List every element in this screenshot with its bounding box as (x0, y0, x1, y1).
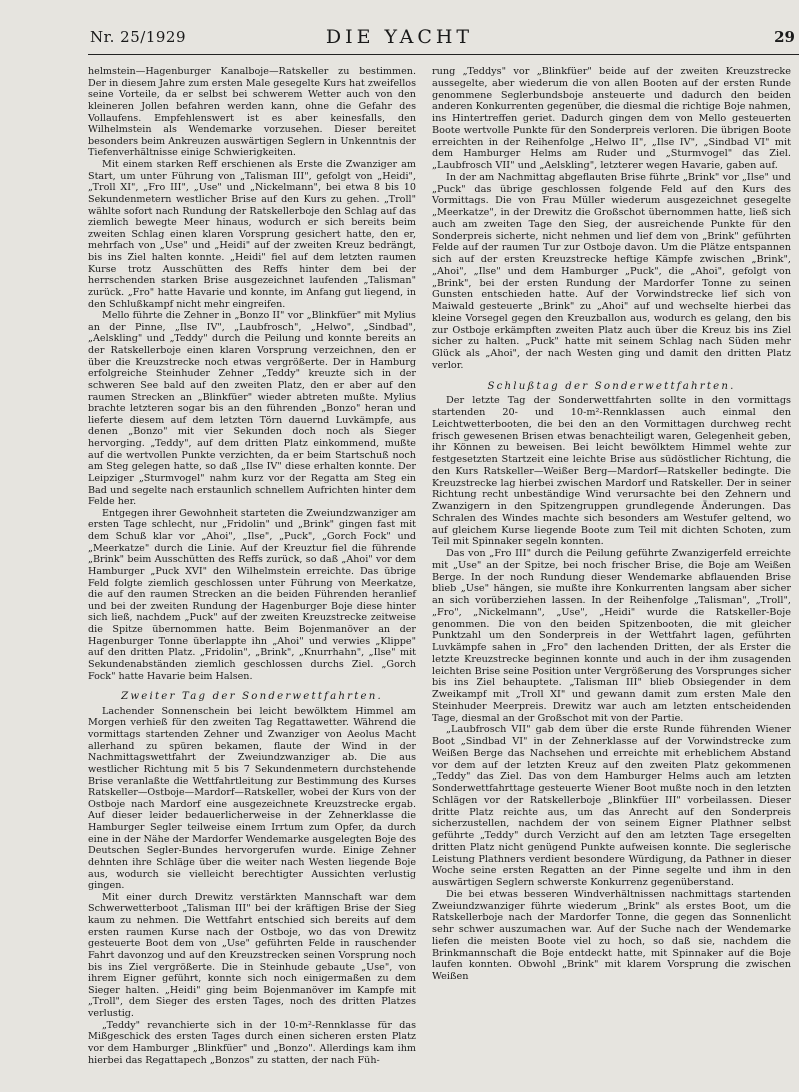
section-heading: Zweiter Tag der Sonderwettfahrten. (121, 691, 383, 703)
paragraph: Mit einer durch Drewitz verstärkten Mannschaft war dem Schwerwetterboot „Talisman III" bei der kräftigen Brise der Sieg kaum zu nehmen. Die Wettfahrt entschied sich bereits auf dem ersten raumen Kurse nach der Ostboje, wo das von Drewitz gesteuerte Boot dem von „Use" geführten Felde in rauschender Fahrt davonzog und auf den Kreuzstrecken seinen Vorsprung noch bis ins Ziel vergrößerte. Die in Steinhude gebaute „Use", von ihrem Eigner geführt, konnte sich noch einigermaßen zu dem Sieger halten. „Heidi" ging beim Bojenmanöver im Kampfe mit „Troll", dem Sieger des ersten Tages, noch des dritten Platzes verlustig. (88, 891, 416, 1019)
header-rule (88, 54, 799, 55)
left-column (88, 66, 416, 1066)
paragraph: Der letzte Tag der Sonderwettfahrten sollte in den vormittags startenden 20- und 10-m²-Rennklassen auch einmal den Leichtwetterbooten, die bei den an den Vormittagen durchweg recht frisch gewesenen Brisen etwas benachteiligt waren, Gelegenheit geben, ihr Können zu beweisen. Bei leicht bewölktem Himmel wehte zur festgesetzten Startzeit eine leichte Brise aus südöstlicher Richtung, die den Kurs Ratskeller—Weißer Berg—Mardorf—Ratskeller bedingte. Die Kreuzstrecke lag hierbei zwischen Mardorf und Ratskeller. Der in seiner Richtung recht unbeständige Wind verursachte bei den Zehnern und Zwanzigern in den Spitzengruppen grundlegende Änderungen. Das Schralen des Windes machte sich besonders am Westufer geltend, wo auf gleichem Kurse liegende Boote zum Teil mit dichten Schoten, zum Teil mit Spinnaker segeln konnten. (432, 395, 791, 548)
right-column (432, 66, 791, 983)
issue-number: Nr. 25/1929 (90, 28, 186, 46)
magazine-title: DIE YACHT (325, 26, 474, 48)
paragraph: Die bei etwas besseren Windverhältnissen nachmittags startenden Zweiundzwanziger führte wiederum „Brink" als erstes Boot, um die Ratskellerboje nach der Mardorfer Tonne, die gegen das Sonnenlicht sehr schwer auszumachen war. Auf der Suche nach der Wendemarke liefen die meisten Boote viel zu hoch, so daß sie, nachdem die Brinkmannschaft die Boje entdeckt hatte, mit Spinnaker auf die Boje laufen konnten. Obwohl „Brink" mit klarem Vorsprung die zwischen Weißen (432, 888, 791, 982)
paragraph: Das von „Fro III" durch die Peilung geführte Zwanzigerfeld erreichte mit „Use" an der Spitze, bei noch frischer Brise, die Boje am Weißen Berge. In der noch Rundung dieser Wendemarke abflauenden Brise blieb „Use" hängen, sie mußte ihre Konkurrenten langsam aber sicher an sich vorüberziehen lassen. In der Reihenfolge „Talisman", „Troll", „Fro", „Nickelmann", „Use", „Heidi" wurde die Ratskeller-Boje genommen. Die von den beiden Spitzenbooten, die mit gleicher Punktzahl um den Sonderpreis in der Wettfahrt lagen, geführten Luvkämpfe sahen in „Fro" den lachenden Dritten, der als Erster die letzte Kreuzstrecke beginnen konnte und auch in der ihm zusagenden leichten Brise seine Position unter Vergrößerung des Vorsprunges sicher bis ins Ziel behauptete. „Talisman III" blieb Obsiegender in dem Zweikampf mit „Troll XI" und gewann damit zum ersten Male den Steinhuder Meerpreis. Drewitz war auch am letzten entscheidenden Tage, diesmal an der Großschot mit von der Partie. (432, 548, 791, 724)
section-heading: Schlußtag der Sonderwettfahrten. (487, 380, 736, 392)
paragraph: In der am Nachmittag abgeflauten Brise führte „Brink" vor „Ilse" und „Puck" das übrige geschlossen folgende Feld auf den Kurs des Vormittags. Die von Frau Müller wiederum ausgezeichnet gesegelte „Meerkatze", in der Drewitz die Großschot übernommen hatte, ließ sich auch am zweiten Tage den Sieg, der ausreichende Punkte für den Sonderpreis sicherte, nicht nehmen und lief dem von „Brink" geführten Felde auf der raumen Tur zur Ostboje davon. Um die Plätze entspannen sich auf der ersten Kreuzstrecke heftige Kämpfe zwischen „Brink", „Ahoi", „Ilse" und dem Hamburger „Puck", die „Ahoi", gefolgt von „Brink", bei der ersten Rundung der Mardorfer Tonne zu seinen Gunsten entschieden hatte. Auf der Vorwindstrecke lief sich von Maiwald gesteuerte „Brink" zu „Ahoi" auf und wechselte hierbei das kleine Vorsegel gegen den Kreuzballon aus, wodurch es gelang, den bis zur Ostboje erkämpften zweiten Platz auch über die Kreuz bis ins Ziel sicher zu halten. „Puck" hatte mit seinem Schlag nach Süden mehr Glück als „Ahoi", der nach Westen ging und damit den dritten Platz verlor. (432, 171, 791, 371)
paragraph: Entgegen ihrer Gewohnheit starteten die Zweiundzwanziger am ersten Tage schlecht, nur „Fridolin" und „Brink" gingen fast mit dem Schuß klar vor „Ahoi", „Ilse", „Puck", „Gorch Fock" und „Meerkatze" durch die Linie. Auf der Kreuztur fiel die führende „Brink" beim Ausschütten des Reffs zurück, so daß „Ahoi" vor dem Hamburger „Puck XVI" den Wilhelmstein erreichte. Das übrige Feld folgte ziemlich geschlossen unter Führung von Meerkatze, die auf den raumen Strecken an die beiden Führenden heranlief und bei der zweiten Rundung der Hagenburger Boje diese hinter sich ließ, nachdem „Puck" auf der zweiten Kreuzstrecke zeitweise die Spitze übernommen hatte. Beim Bojenmanöver an der Hagenburger Tonne überlappte ihn „Ahoi" und verwies „Klippe" auf den dritten Platz. „Fridolin", „Brink", „Knurrhahn", „Ilse" mit Sekundenabständen ziemlich geschlossen durchs Ziel. „Gorch Fock" hatte Havarie beim Halsen. (88, 507, 416, 682)
paragraph: helmstein—Hagenburger Kanalboje—Ratskeller zu bestimmen. Der in diesem Jahre zum ersten Male gesegelte Kurs hat zweifellos seine Vorteile, da er selbst bei schwerem Wetter auch von den kleineren Jollen befahren werden kann, ohne die Gefahr des Vollaufens. Empfehlenswert ist es aber keinesfalls, den Wilhelmstein als Wendemarke vorzusehen. Dieser bereitet besonders beim Ankreuzen auswärtigen Seglern in Unkenntnis der Tiefenverhältnisse einige Schwierigkeiten. (88, 66, 416, 159)
paragraph: Mello führte die Zehner in „Bonzo II" vor „Blinkfüer" mit Mylius an der Pinne, „Ilse IV", „Laubfrosch", „Helwo", „Sindbad", „Aelskling" und „Teddy" durch die Peilung und konnte bereits an der Ratskellerboje einen klaren Vorsprung verzeichnen, den er über die Kreuzstrecke noch etwas vergrößerte. Der in Hamburg erfolgreiche Steinhuder Zehner „Teddy" kreuzte sich in der schweren See bald auf den zweiten Platz, den er aber auf den raumen Strecken an „Blinkfüer" wieder abtreten mußte. Mylius brachte letzteren sogar bis an den führenden „Bonzo" heran und lieferte diesem auf dem letzten Törn dauernd Luvkämpfe, aus denen „Bonzo" mit vier Sekunden doch noch als Sieger hervorging. „Teddy", auf dem dritten Platz einkommend, mußte auf die wertvollen Punkte verzichten, da er beim Startschuß noch am Steg gelegen hatte, so daß „Ilse IV" diese erhalten konnte. Der Leipziger „Sturmvogel" nahm kurz vor der Regatta am Steg ein Bad und segelte nach erstaunlich schnellem Aufrichten hinter dem Felde her. (88, 310, 416, 508)
paragraph: Lachender Sonnenschein bei leicht bewölktem Himmel am Morgen verhieß für den zweiten Tag Regattawetter. Während die vormittags startenden Zehner und Zwanziger von Aeolus Macht allerhand zu spüren bekamen, flaute der Wind in der Nachmittagswettfahrt der Zweiundzwanziger ab. Die aus westlicher Richtung mit 5 bis 7 Sekundenmetern durchstehende Brise veranlaßte die Wettfahrtleitung zur Bestimmung des Kurses Ratskeller—Ostboje—Mardorf—Ratskeller, wobei der Kurs von der Ostboje nach Mardorf eine ausgezeichnete Kreuzstrecke ergab. Auf dieser leider bedauerlicherweise in der Zehnerklasse die Hamburger Segler teilweise einem Irrtum zum Opfer, da durch eine in der Nähe der Mardorfer Wendemarke ausgelegten Boje des Deutschen Segler-Bundes hervorgerufen wurde. Einige Zehner dehnten ihre Schläge über die weiter nach Westen liegende Boje aus, wodurch sie vielleicht berechtigter Aussichten verlustig gingen. (88, 705, 416, 892)
paragraph: „Teddy" revanchierte sich in der 10-m²-Rennklasse für das Mißgeschick des ersten Tages durch einen sicheren ersten Platz vor dem Hamburger „Blinkfüer" und „Bonzo". Allerdings kam ihm hierbei das Regattapech „Bonzos" zu statten, der nach Füh- (88, 1019, 416, 1066)
paragraph: „Laubfrosch VII" gab dem über die erste Runde führenden Wiener Boot „Sindbad VI" in der Zehnerklasse auf der Vorwindstrecke zum Weißen Berge das Nachsehen und erreichte mit erheblichem Abstand vor dem auf der letzten Kreuz auf den zweiten Platz gekommenen „Teddy" das Ziel. Das von dem Hamburger Helms auch am letzten Sonderwettfahrttage gesteuerte Wiener Boot mußte noch in den letzten Schlägen vor der Ratskellerboje „Blinkfüer III" vorbeilassen. Dieser dritte Platz reichte aus, um das Anrecht auf den Sonderpreis sicherzustellen, nachdem der von seinem Eigner Plathner selbst geführte „Teddy" durch Verzicht auf den am letzten Tage ersegelten dritten Platz nicht genügend Punkte aufweisen konnte. Die seglerische Leistung Plathners verdient besondere Würdigung, da Pathner in dieser Woche seine ersten Regatten an der Pinne segelte und ihm in den auswärtigen Seglern schwerste Konkurrenz gegenüberstand. (432, 724, 791, 888)
paragraph: Mit einem starken Reff erschienen als Erste die Zwanziger am Start, um unter Führung von „Talisman III", gefolgt von „Heidi", „Troll XI", „Fro III", „Use" und „Nickelmann", bei etwa 8 bis 10 Sekundenmetern westlicher Brise auf den Kurs zu gehen. „Troll" wählte sofort nach Rundung der Ratskellerboje den Schlag auf das ziemlich bewegte Meer hinaus, wodurch er sich bereits beim zweiten Schlag einen klaren Vorsprung gesichert hatte, den er, mehrfach von „Use" und „Heidi" auf der zweiten Kreuz bedrängt, bis ins Ziel halten konnte. „Heidi" fiel auf dem letzten raumen Kurse trotz Ausschütten des Reffs hinter dem bei der herrschenden starken Brise ausgezeichnet laufenden „Talisman" zurück. „Fro" hatte Havarie und konnte, im Anfang gut liegend, in den Schlußkampf nicht mehr eingreifen. (88, 159, 416, 310)
page-header (0, 0, 799, 62)
page-number: 29 (774, 28, 795, 46)
paragraph: rung „Teddys" vor „Blinkfüer" beide auf der zweiten Kreuzstrecke aussegelte, aber wiederum die von allen Booten auf der ersten Runde genommene Seglerbundsboje ansteuerte und dadurch den beiden anderen Konkurrenten gegenüber, die diesmal die richtige Boje nahmen, ins Hintertreffen geriet. Dadurch gingen dem von Mello gesteuerten Boote wertvolle Punkte für den Sonderpreis verloren. Die übrigen Boote erreichten in der Reihenfolge „Helwo II", „Ilse IV", „Sindbad VI" mit dem Hamburger Helms am Ruder und „Sturmvogel" das Ziel. „Laubfrosch VII" und „Aelskling", letzterer wegen Havarie, gaben auf. (432, 66, 791, 171)
